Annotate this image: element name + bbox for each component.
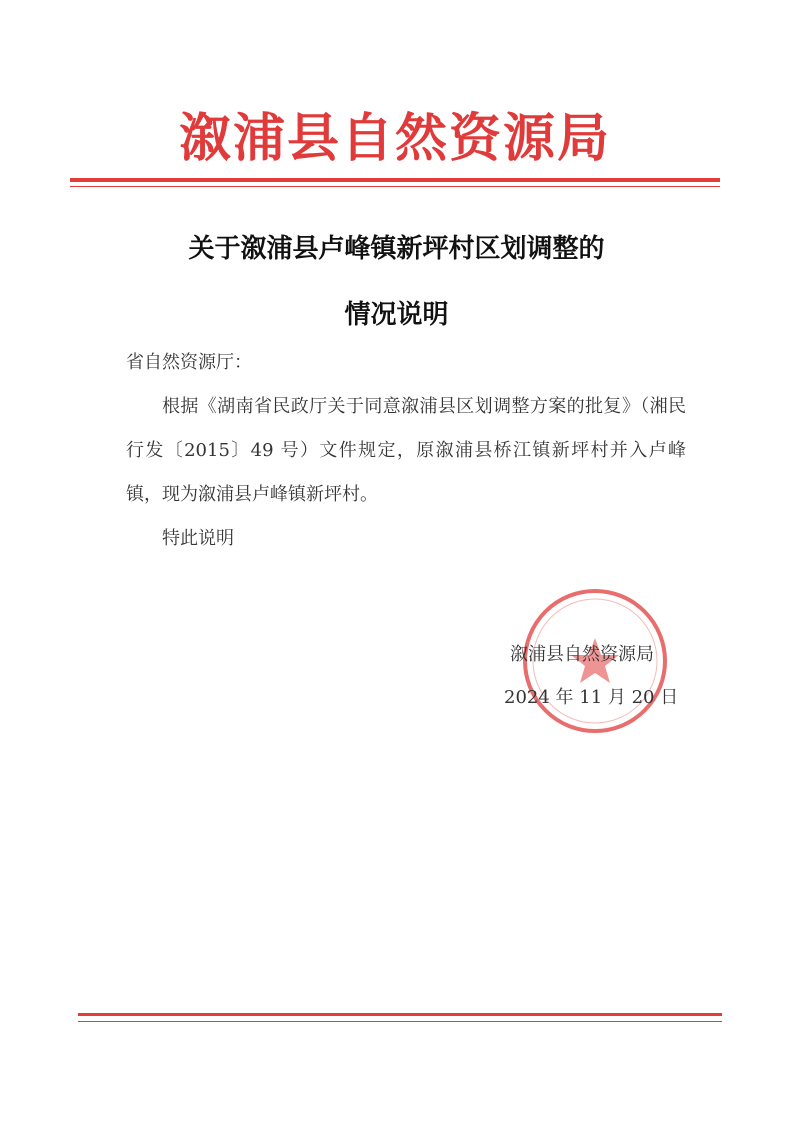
salutation: 省自然资源厅： (126, 352, 252, 373)
document-title-line1: 关于溆浦县卢峰镇新坪村区划调整的 (188, 234, 605, 264)
header-rule-thin (70, 186, 720, 187)
body-paragraph: 根据《湖南省民政厅关于同意溆浦县区划调整方案的批复》（湘民行发〔2015〕49 号）文件规定，原溆浦县桥江镇新坪村并入卢峰镇，现为溆浦县卢峰镇新坪村。 (126, 396, 686, 505)
letterhead-title: 溆浦县自然资源局 (178, 109, 611, 169)
closing-remark: 特此说明 (162, 528, 234, 549)
footer-rule-thick (78, 1013, 722, 1016)
issue-date: 2024 年 11 月 20 日 (504, 687, 679, 708)
issuer-name: 溆浦县自然资源局 (510, 644, 654, 665)
document-title-line2: 情况说明 (344, 300, 449, 330)
header-rule-thick (70, 178, 720, 182)
document-body (126, 341, 686, 561)
footer-rule-thin (78, 1021, 722, 1022)
